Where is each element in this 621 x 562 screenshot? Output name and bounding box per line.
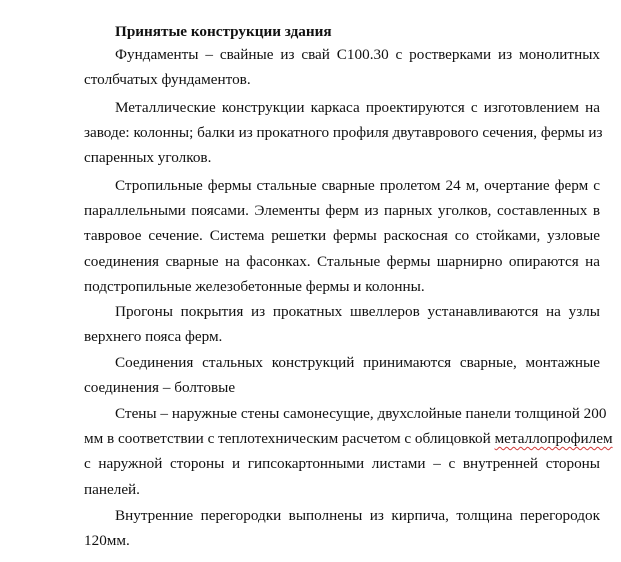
paragraph-line: Стропильные фермы стальные сварные пролетом 24 м, очертание ферм с [115,177,600,194]
paragraph-line: Металлические конструкции каркаса проектируются с изготовлением на [115,99,600,116]
paragraph-roof-trusses [84,173,600,299]
paragraph-partitions [84,503,600,553]
paragraph-line: столбчатых фундаментов. [84,71,251,89]
paragraph-line: соединения сварные на фасонках. Стальные фермы шарнирно опираются на [84,252,600,270]
paragraph-line: параллельными поясами. Элементы ферм из парных уголков, составленных в [84,202,600,220]
spellcheck-flagged-word[interactable]: металлопрофилем [494,430,613,448]
paragraph-line: Фундаменты – свайные из свай С100.30 с ростверками из монолитных [115,46,600,63]
paragraph-line: спаренных уголков. [84,149,212,167]
paragraph-line: Стены – наружные стены самонесущие, двухслойные панели толщиной 200 [115,405,607,422]
paragraph-line: заводе: колонны; балки из прокатного профиля двутаврового сечения, фермы из [84,124,603,142]
paragraph-line: Соединения стальных конструкций принимаются сварные, монтажные [115,354,600,371]
paragraph-line: подстропильные железобетонные фермы и колонны. [84,277,425,295]
paragraph-connections [84,350,600,400]
paragraph-line: с наружной стороны и гипсокартонными листами – с внутренней стороны [84,455,600,473]
paragraph-walls [84,401,613,502]
paragraph-purlins [84,299,600,349]
paragraph-foundations [84,42,600,92]
section-heading: Принятые конструкции здания [115,23,332,40]
paragraph-line: панелей. [84,480,140,498]
paragraph-line: Прогоны покрытия из прокатных швеллеров устанавливаются на узлы [115,303,600,320]
paragraph-line: тавровое сечение. Система решетки фермы раскосная со стойками, узловые [84,227,600,245]
line-text-before-flag: мм в соответствии с теплотехническим расчетом с облицовкой [84,430,495,448]
paragraph-line: 120мм. [84,532,130,550]
paragraph-line: соединения – болтовые [84,379,236,397]
paragraph-line: Внутренние перегородки выполнены из кирпича, толщина перегородок [115,507,600,524]
paragraph-line-spellcheck [84,426,613,451]
paragraph-metal-frame [84,95,603,171]
paragraph-line: верхнего пояса ферм. [84,328,223,346]
